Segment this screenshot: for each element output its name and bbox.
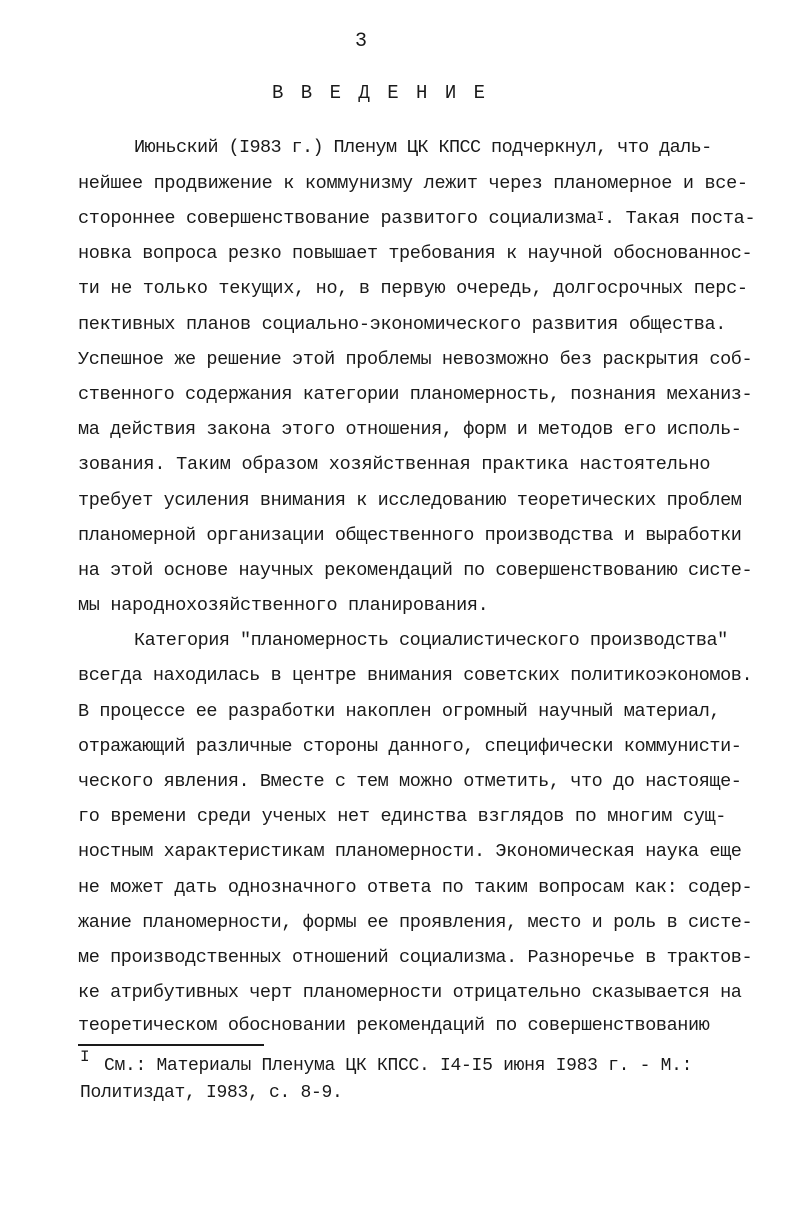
text-line: ностным характеристикам планомерности. Экономическая наука еще <box>78 841 742 862</box>
text-line: всегда находилась в центре внимания советских политикоэкономов. <box>78 665 753 686</box>
footnote-divider <box>78 1044 264 1046</box>
text-line: ме производственных отношений социализма. Разноречье в трактов- <box>78 947 753 968</box>
text-line: жание планомерности, формы ее проявления, место и роль в систе- <box>78 912 753 933</box>
text-line: ственного содержания категории планомерность, познания механиз- <box>78 384 753 405</box>
text-line: на этой основе научных рекомендаций по совершенствованию систе- <box>78 560 753 581</box>
text-line: теоретическом обосновании рекомендаций по совершенствованию <box>78 1015 710 1036</box>
text-line: зования. Таким образом хозяйственная практика настоятельно <box>78 454 711 475</box>
text-line: го времени среди ученых нет единства взглядов по многим сущ- <box>78 806 727 827</box>
text-line: Категория "планомерность социалистического производства" <box>134 630 728 651</box>
text-segment: . Такая поста- <box>604 208 756 229</box>
footnote-marker: I <box>80 1048 90 1066</box>
text-line: Успешное же решение этой проблемы невозможно без раскрытия соб- <box>78 349 753 370</box>
footnote-line: Политиздат, I983, с. 8-9. <box>80 1083 343 1103</box>
text-line: ческого явления. Вместе с тем можно отметить, что до настояще- <box>78 771 742 792</box>
footnote-line: См.: Материалы Пленума ЦК КПСС. I4-I5 июня I983 г. - М.: <box>104 1056 693 1076</box>
text-line: пективных планов социально-экономического развития общества. <box>78 314 727 335</box>
text-line: мы народнохозяйственного планирования. <box>78 595 489 616</box>
footnote-reference: I <box>596 209 605 224</box>
text-line: ке атрибутивных черт планомерности отрицательно сказывается на <box>78 982 742 1003</box>
text-line: В процессе ее разработки накоплен огромный научный материал, <box>78 701 721 722</box>
section-heading: В В Е Д Е Н И Е <box>272 82 489 104</box>
text-line: не может дать однозначного ответа по таким вопросам как: содер- <box>78 877 753 898</box>
text-line: нейшее продвижение к коммунизму лежит через планомерное и все- <box>78 173 748 194</box>
text-segment: стороннее совершенствование развитого социализма <box>78 208 597 229</box>
text-line <box>78 207 755 231</box>
text-line: ти не только текущих, но, в первую очередь, долгосрочных перс- <box>78 278 748 299</box>
text-line: отражающий различные стороны данного, специфически коммунисти- <box>78 736 742 757</box>
text-line: ма действия закона этого отношения, форм и методов его исполь- <box>78 419 742 440</box>
text-line: Июньский (I983 г.) Пленум ЦК КПСС подчеркнул, что даль- <box>134 137 712 158</box>
page-number: 3 <box>355 30 368 53</box>
text-line: планомерной организации общественного производства и выработки <box>78 525 742 546</box>
text-line: требует усиления внимания к исследованию теоретических проблем <box>78 490 742 511</box>
text-line: новка вопроса резко повышает требования к научной обоснованнос- <box>78 243 753 264</box>
